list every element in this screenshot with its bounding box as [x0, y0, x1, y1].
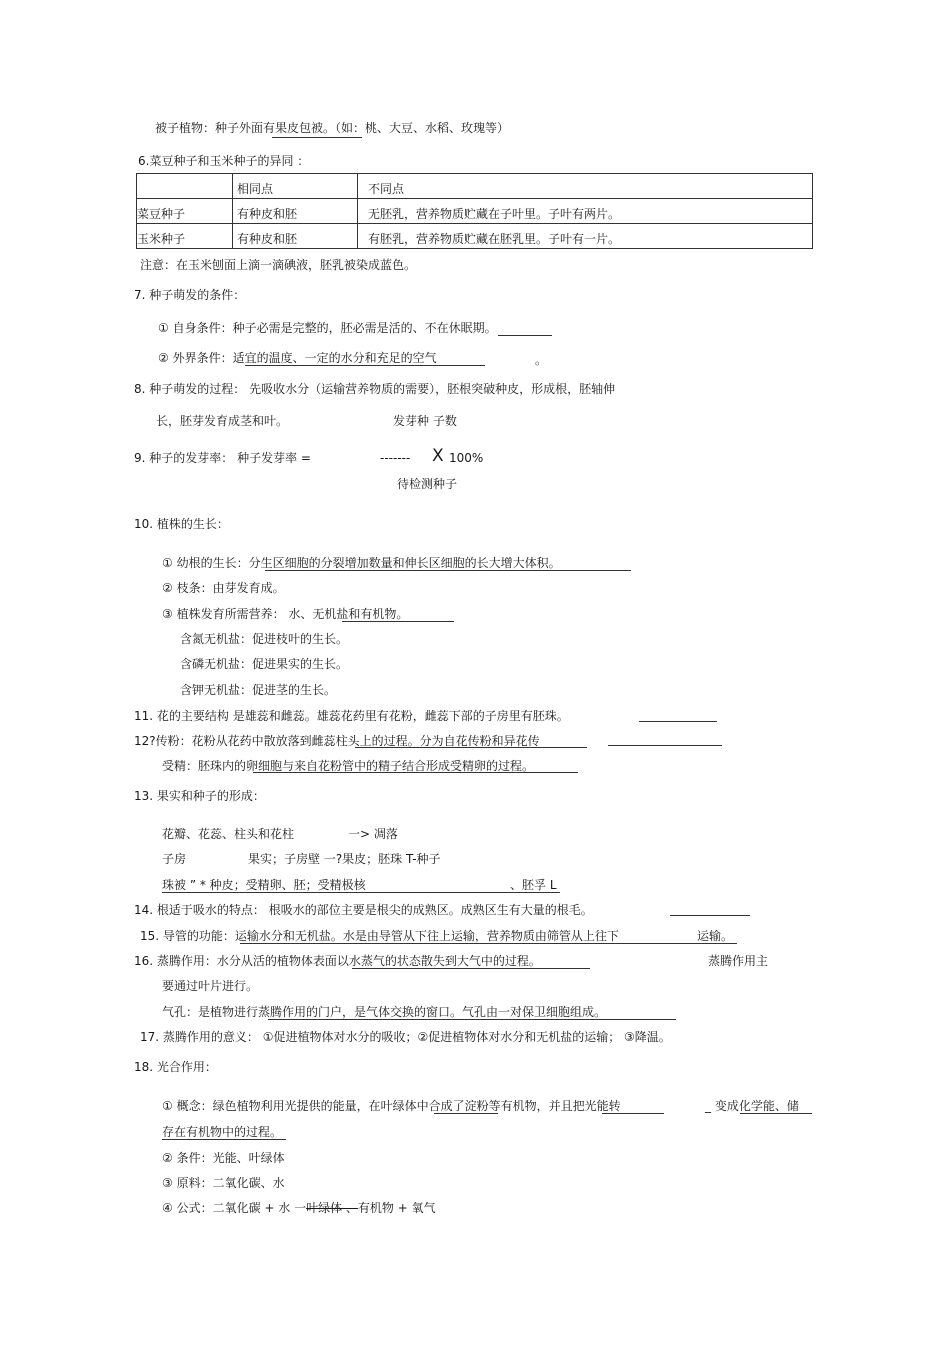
underline: [240, 943, 737, 944]
table-row: [137, 199, 813, 224]
underline: [342, 621, 454, 622]
underline: [639, 721, 717, 722]
underline: [740, 1113, 812, 1114]
section-18-formula: [162, 1200, 436, 1216]
table-row: [137, 224, 813, 249]
table-cell: 菜豆种子: [137, 199, 233, 224]
section-16-right: 蒸腾作用主: [708, 954, 769, 968]
section-18-concept: ① 概念：绿色植物利用光提供的能量，在叶绿体中合成了淀粉等有机物，并且把光能转: [162, 1099, 621, 1113]
section-11: 11. 花的主要结构 是雄蕊和雌蕊。雄蕊花药里有花粉，雌蕊下部的子房里有胚珠。: [134, 709, 569, 723]
section-13-line-c-end: 、胚孚 L: [510, 878, 557, 892]
section-10-potassium: 含钾无机盐：促进茎的生长。: [180, 683, 337, 697]
section-10-title: 10. 植株的生长：: [134, 517, 229, 531]
section-14: 14. 根适于吸水的特点： 根吸水的部位主要是根尖的成熟区。成熟区生有大量的根毛。: [134, 903, 593, 917]
section-7-item-2: ② 外界条件：适宜的温度、一定的水分和充足的空气: [158, 351, 437, 365]
section-17: 17. 蒸腾作用的意义： ①促进植物体对水分的吸收；②促进植物体对水分和无机盐的运输； ③降温。: [140, 1030, 671, 1044]
section-15: 15. 导管的功能：运输水分和无机盐。水是由导管从下往上运输，营养物质由筛管从上往下: [140, 929, 619, 943]
section-13-line-b-left: 子房: [162, 852, 187, 866]
section-9-denominator: 待检测种子: [397, 477, 458, 491]
section-10-nitrogen: 含氮无机盐：促进枝叶的生长。: [180, 632, 349, 646]
table-header-row: [137, 174, 813, 199]
table-cell: 玉米种子: [137, 224, 233, 249]
underline: [268, 1019, 676, 1020]
section-13-line-c: 珠被 ” * 种皮；受精卵、胚；受精极核: [162, 878, 366, 892]
table-header-cell: 相同点: [233, 174, 358, 199]
section-10-item-2: ② 枝条：由芽发育成。: [162, 581, 285, 595]
section-10-phosphorus: 含磷无机盐：促进果实的生长。: [180, 657, 349, 671]
section-16: 16. 蒸腾作用：水分从活的植物体表面以水蒸气的状态散失到大气中的过程。: [134, 954, 541, 968]
section-13-title: 13. 果实和种子的形成：: [134, 789, 265, 803]
section-18-conditions: ② 条件：光能、叶绿体: [162, 1151, 285, 1165]
seed-comparison-table: [136, 173, 813, 249]
section-8-line-1: 8. 种子萌发的过程： 先吸收水分（运输营养物质的需要），胚根突破种皮，形成根，胚轴伸: [134, 382, 616, 396]
table-cell: 有种皮和胚: [233, 224, 358, 249]
table-header-cell: 不同点: [358, 174, 813, 199]
underline: [434, 1113, 498, 1114]
section-12-fertilization: 受精：胚珠内的卵细胞与来自花粉管中的精子结合形成受精卵的过程。: [162, 759, 535, 773]
underline: [352, 968, 590, 969]
underline: [253, 772, 578, 773]
underline: [272, 137, 362, 138]
section-15-end: 运输。: [697, 929, 734, 943]
section-7-item-1: ① 自身条件：种子必需是完整的，胚必需是活的、不在休眠期。: [158, 321, 497, 335]
section-12: 12?传粉：花粉从花药中散放落到雌蕊柱头上的过程。分为自花传粉和异花传: [134, 734, 540, 748]
section-9-formula: 9. 种子的发芽率： 种子发芽率 =: [134, 451, 311, 465]
section-18-title: 18. 光合作用：: [134, 1060, 217, 1074]
underline: [670, 915, 750, 916]
section-18-materials: ③ 原料：二氧化碳、水: [162, 1176, 285, 1190]
section-9-numerator: 发芽种 子数: [393, 414, 457, 428]
section-13-line-a-arrow: 一> 凋落: [348, 827, 398, 841]
section-10-item-3: ③ 植株发育所需营养： 水、无机盐和有机物。: [162, 607, 409, 621]
underline: [355, 747, 587, 748]
section-6-title: 6.菜豆种子和玉米种子的异同 ：: [138, 154, 310, 168]
note-line: 注意：在玉米刨面上滴一滴碘液，胚乳被染成蓝色。: [140, 258, 417, 272]
table-header-cell: [137, 174, 233, 199]
table-cell: 有种皮和胚: [233, 199, 358, 224]
section-13-line-a: 花瓣、花蕊、柱头和花柱: [162, 827, 295, 841]
underline: [498, 335, 552, 336]
section-7-title: 7. 种子萌发的条件：: [134, 288, 246, 302]
section-8-line-2: 长，胚芽发育成茎和叶。: [156, 414, 289, 428]
section-9-fraction-bar: -------: [380, 451, 411, 465]
section-16-stoma: 气孔：是植物进行蒸腾作用的门户，是气体交换的窗口。气孔由一对保卫细胞组成。: [162, 1005, 607, 1019]
angiosperm-line: 被子植物：种子外面有果皮包被。（如：桃、大豆、水稻、玫瑰等）: [155, 121, 510, 135]
underline: [162, 1139, 286, 1140]
underline: [245, 365, 485, 366]
section-16-continuation: 要通过叶片进行。: [162, 979, 259, 993]
formula-products: 有机物 + 氧气: [357, 1201, 436, 1215]
table-cell: 有胚乳，营养物质贮藏在胚乳里。子叶有一片。: [358, 224, 813, 249]
section-13-line-b-right: 果实；子房壁 一?果皮；胚珠 T-种子: [248, 852, 441, 866]
section-7-item-2-end: 。: [535, 353, 548, 367]
section-9-percent: 100%: [449, 451, 484, 465]
underline: [162, 892, 560, 893]
section-9-times: X: [432, 446, 444, 466]
underline: [602, 1113, 664, 1114]
section-10-item-1: ① 幼根的生长：分生区细胞的分裂增加数量和伸长区细胞的长大增大体积。: [162, 556, 561, 570]
section-18-concept-right: _ 变成化学能、储: [705, 1099, 799, 1113]
underline: [608, 745, 722, 746]
underline: [265, 570, 631, 571]
formula-condition: 叶绿体 、: [306, 1201, 358, 1215]
formula-reactants: ④ 公式：二氧化碳 + 水 一: [162, 1201, 307, 1215]
section-18-concept-cont: 存在有机物中的过程。: [162, 1125, 283, 1139]
table-cell: 无胚乳，营养物质贮藏在子叶里。子叶有两片。: [358, 199, 813, 224]
